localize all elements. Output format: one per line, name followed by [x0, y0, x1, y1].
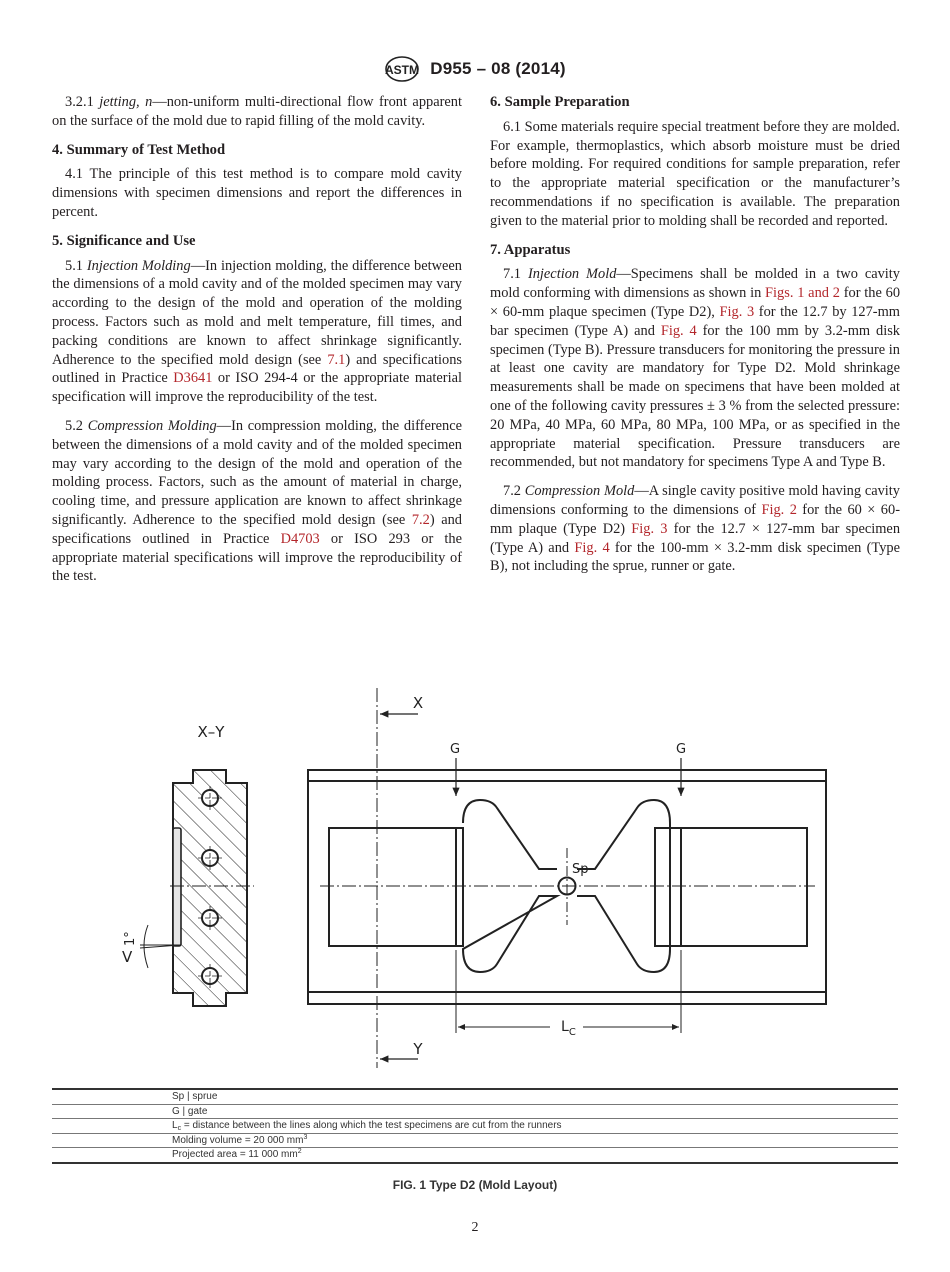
legend-row: Molding volume = 20 000 $mm^3$	[52, 1133, 898, 1148]
plan-view	[308, 688, 826, 1068]
link-fig-4[interactable]: Fig. 4	[574, 539, 610, 556]
legend-row: $L_c$ = distance between the lines along which the test specimens are cut from the runners	[52, 1118, 898, 1133]
paragraph-4-1: 4.1 The principle of this test method is to compare mold cavity dimensions with specimen dimensions and report the differences in percent.	[52, 166, 462, 220]
figure-legend	[52, 1088, 898, 1164]
paragraph-5-1: 5.1 Injection Molding—In injection molding, the difference between the dimensions of a mold cavity and of the molded specimen may vary according to the design of the mold and operation of the molding process. Factors such as mold and melt temperature, fill times, and packing conditions are known to affect shrinkage significantly. Adherence to the specified mold design (see 7.1) and specifications outlined in Practice D3641 or ISO 294-4 or the appropriate material specification will improve the reproducibility of the test.	[52, 257, 462, 406]
svg-text:ASTM: ASTM	[385, 63, 420, 77]
x-marker-label: X	[412, 694, 424, 712]
lc-dimension-label: $L_C$	[561, 1019, 576, 1038]
paragraph-6-1: 6.1 Some materials require special treatment before they are molded. For example, thermoplastics, which absorb moisture must be dried before molding. For required conditions for sample preparation, refer to the appropriate material specification or the manufacturer’s recommendations if no specification is available. The preparation given to the material prior to molding shall be recorded and reported.	[490, 118, 900, 229]
section-view-label: X–Y	[197, 723, 225, 741]
page-header	[0, 55, 950, 83]
y-marker-label: Y	[413, 1040, 423, 1058]
legend-row: Sp | sprue	[172, 1091, 218, 1102]
right-column	[490, 93, 900, 586]
page-number: 2	[471, 1220, 479, 1235]
section-4-heading: 4. Summary of Test Method	[52, 141, 226, 158]
figure-caption: FIG. 1 Type D2 (Mold Layout)	[392, 1178, 558, 1192]
gate-right-label: G	[675, 742, 687, 757]
section-7-heading: 7. Apparatus	[490, 241, 571, 258]
plaque-right	[655, 828, 807, 946]
mold-layout-drawing	[0, 680, 950, 1080]
link-fig-4[interactable]: Fig. 4	[660, 322, 697, 339]
v-mark: V	[122, 948, 133, 966]
angle-arc	[144, 925, 148, 968]
legend-row: Projected area = 11 000 $mm^2$	[52, 1147, 898, 1162]
document-designation: D955 – 08 (2014)	[430, 59, 566, 78]
paragraph-5-2: 5.2 Compression Molding—In compression molding, the difference between the dimensions of a mold cavity and of the molded specimen may vary according to the design of the mold and operation of the molding process. Factors, such as the amount of material in charge, cooling time, and pressure application are known to affect shrinkage significantly. Adherence to the specified mold design (see 7.2) and specifications outlined in Practice D4703 or ISO 293 or the appropriate material specifications will improve the reproducibility of the test.	[52, 417, 462, 585]
link-7-2[interactable]: 7.2	[411, 511, 430, 528]
paragraph-7-1: 7.1 Injection Mold—Specimens shall be molded in a two cavity mold conforming with dimensions as shown in Figs. 1 and 2 for the 60 × 60-mm plaque specimen (Type D2), Fig. 3 for the 12.7 by 127-mm bar specimen (Type A) and Fig. 4 for the 100 mm by 3.2-mm disk specimen (Type B). Pressure transducers for monitoring the pressure in at least one cavity are mandatory for Type D2. Mold shrinkage measurements shall be made on specimens that have been molded at one of the following cavity pressures ± 3 % from the selected pressure: 20 MPa, 40 MPa, 60 MPa, 80 MPa, 100 MPa, or as specified in the appropriate material specification. Pressure transducers are recommended, but not mandatory for specimens Type A and Type B.	[490, 266, 901, 471]
gate-left-label: G	[449, 742, 461, 757]
plaque-left	[329, 828, 463, 946]
cavity-recess	[173, 828, 181, 946]
legend-row: G | gate	[52, 1104, 898, 1119]
term-jetting: jetting, n	[99, 94, 153, 110]
draft-angle-label: 1°	[123, 931, 138, 946]
link-d4703[interactable]: D4703	[280, 530, 320, 547]
astm-logo-icon	[384, 55, 420, 83]
link-fig-3[interactable]: Fig. 3	[631, 520, 668, 537]
left-column	[52, 93, 462, 596]
section-6-heading: 6. Sample Preparation	[490, 94, 630, 110]
link-fig-3[interactable]: Fig. 3	[719, 303, 755, 320]
link-d3641[interactable]: D3641	[173, 370, 213, 387]
sprue-label: Sp	[572, 862, 589, 877]
section-5-heading: 5. Significance and Use	[52, 232, 196, 249]
paragraph-7-2: 7.2 Compression Mold—A single cavity positive mold having cavity dimensions conforming to the dimensions of Fig. 2 for the 60 × 60-mm plaque (Type D2) Fig. 3 for the 12.7 × 127-mm bar specimen (Type A) and Fig. 4 for the 100-mm × 3.2-mm disk specimen (Type B), not including the sprue, runner or gate.	[490, 483, 901, 575]
section-view-xy	[122, 723, 254, 1006]
link-fig-2[interactable]: Fig. 2	[761, 501, 797, 518]
link-7-1[interactable]: 7.1	[327, 351, 346, 368]
link-figs-1-2[interactable]: Figs. 1 and 2	[765, 285, 840, 302]
paragraph-3-2-1: 3.2.1 jetting, n—non-uniform multi-directional flow front apparent on the surface of the mold due to rapid filling of the mold cavity.	[52, 94, 462, 129]
